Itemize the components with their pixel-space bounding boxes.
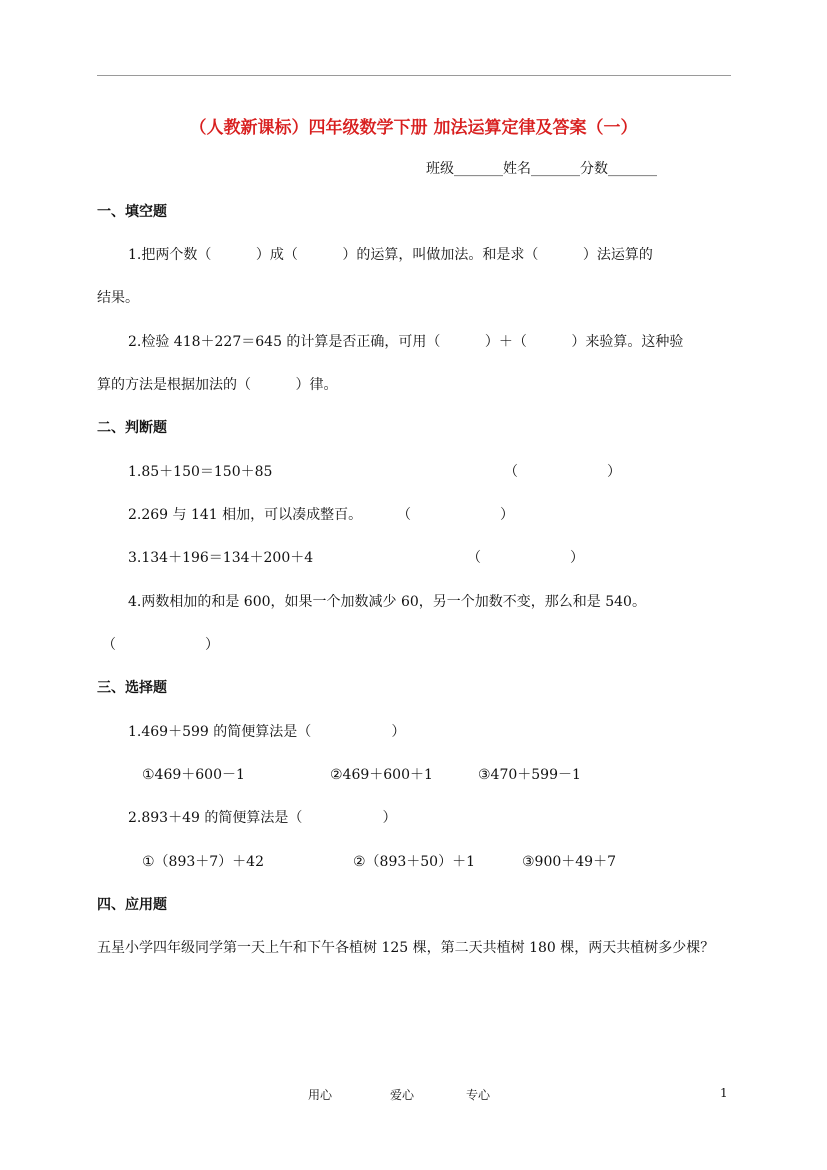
fill-blank-q1-line1: 1.把两个数（ ）成（ ）的运算，叫做加法。和是求（ ）法运算的 xyxy=(128,247,653,263)
application-q1-text: 五星小学四年级同学第一天上午和下午各植树 125 棵，第二天共植树 180 棵，两天共植树多少棵？ xyxy=(97,940,715,956)
footer-item-yongxin: 用心 xyxy=(308,1088,333,1102)
choice-q1-option-2: ②469＋600＋1 xyxy=(330,767,433,783)
choice-q1-option-1: ①469＋600－1 xyxy=(142,767,245,783)
true-false-q3-answer-paren: （ ） xyxy=(467,550,585,566)
choice-q2-option-2: ②（893＋50）＋1 xyxy=(353,854,475,870)
fill-blank-q2-line2: 算的方法是根据加法的（ ）律。 xyxy=(97,377,338,393)
true-false-q1-answer-paren: （ ） xyxy=(504,464,622,480)
header-rule xyxy=(97,75,731,76)
true-false-q3-text: 3.134＋196＝134＋200＋4 xyxy=(128,550,314,566)
section-heading-application: 四、应用题 xyxy=(97,897,167,913)
choice-q1-option-3: ③470＋599－1 xyxy=(478,767,581,783)
choice-q2-option-3: ③900＋49＋7 xyxy=(522,854,616,870)
true-false-q1-text: 1.85＋150＝150＋85 xyxy=(128,464,273,480)
true-false-q4-text: 4.两数相加的和是 600，如果一个加数减少 60，另一个加数不变，那么和是 540。 xyxy=(128,594,646,610)
true-false-q2-answer-paren: （ ） xyxy=(397,507,515,523)
true-false-q2-text: 2.269 与 141 相加，可以凑成整百。 xyxy=(128,507,363,523)
true-false-q4-answer-paren: （ ） xyxy=(102,637,220,653)
fill-blank-q2-line1: 2.检验 418＋227＝645 的计算是否正确，可用（ ）＋（ ）来验算。这种验 xyxy=(128,334,684,350)
section-heading-fill-blank: 一、填空题 xyxy=(97,204,167,220)
footer-item-zhuanxin: 专心 xyxy=(466,1088,491,1102)
choice-q2-text: 2.893＋49 的简便算法是（ ） xyxy=(128,810,397,826)
section-heading-multiple-choice: 三、选择题 xyxy=(97,680,167,696)
footer-item-aixin: 爱心 xyxy=(390,1088,415,1102)
fill-blank-q1-line2: 结果。 xyxy=(97,290,139,306)
choice-q1-text: 1.469＋599 的简便算法是（ ） xyxy=(128,724,406,740)
choice-q2-option-1: ①（893＋7）＋42 xyxy=(142,854,264,870)
page-number: 1 xyxy=(720,1086,728,1100)
student-info-line: 班级_______姓名_______分数_______ xyxy=(426,161,657,177)
page-title: （人教新课标）四年级数学下册 加法运算定律及答案（一） xyxy=(189,118,638,138)
section-heading-true-false: 二、判断题 xyxy=(97,420,167,436)
